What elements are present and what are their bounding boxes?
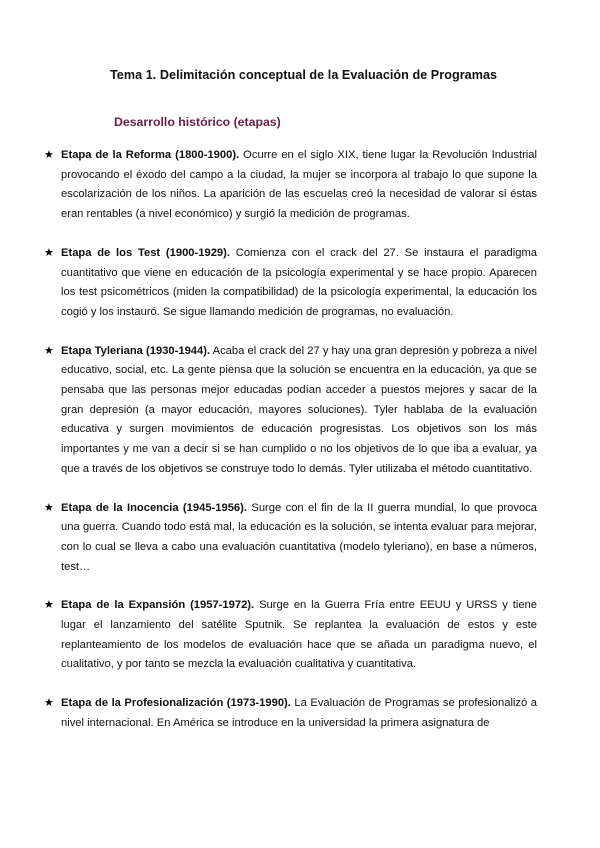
stage-text: La Evaluación de Programas se profesionalizó a nivel internacional. En América se introduce en la universidad la primera asignatura de bbox=[61, 697, 537, 729]
stage-item-inocencia bbox=[44, 499, 537, 578]
stage-item-tyleriana bbox=[44, 342, 537, 480]
section-heading: Desarrollo histórico (etapas) bbox=[114, 115, 281, 129]
stage-title: Etapa de los Test (1900-1929). bbox=[61, 246, 230, 259]
stage-title: Etapa de la Reforma (1800-1900). bbox=[61, 149, 240, 161]
star-icon: ★ bbox=[44, 344, 54, 357]
stage-title: Etapa de la Expansión (1957-1972). bbox=[61, 599, 255, 612]
stage-text: Acaba el crack del 27 y hay una gran depresión y pobreza a nivel educativo, social, etc. La gente piensa que la solución se encuentra en la educación, ya que se pensaba que las personas mejor educadas podían acceder a puestos mejores y sacar de la gran depresión (a mayor educación, mayores soluciones). Tyler hablaba de la evaluación educativa y surgen movimientos de educación progresistas. Los objetivos son los más importantes y me van a decir si se han cumplido o no los objetivos de lo que iba a evaluar, ya que a través de los objetivos se construye todo lo demás. Tyler utilizaba el método cuantitativo. bbox=[61, 344, 537, 475]
stage-text: Surge en la Guerra Fría entre EEUU y URSS y tiene lugar el lanzamiento del satélite Sputnik. Se replantea la evaluación de estos y este replanteamiento de los modelos de evaluación hace que se añada un paradigma nuevo, el cualitativo, y por tanto se mezcla la evaluación cualitativa y cuantitativa. bbox=[61, 599, 538, 671]
star-icon: ★ bbox=[44, 246, 54, 259]
stage-text: Comienza con el crack del 27. Se instaura el paradigma cuantitativo que viene en educación de la psicología experimental y se hace propio. Aparecen los test psicométricos (miden la compatibilidad) de la psicología experimental, la educación los cogió y los instauró. Se sigue llamando medición de programas, no evaluación. bbox=[61, 246, 537, 318]
stage-item-expansion bbox=[44, 596, 537, 675]
stage-text: Surge con el fin de la II guerra mundial, lo que provoca una guerra. Cuando todo está mal, la educación es la solución, se intenta evaluar para mejorar, con lo cual se lleva a cabo una evaluación cuantitativa (modelo tyleriano), en base a números, test… bbox=[61, 501, 538, 573]
stage-title: Etapa de la Profesionalización (1973-1990). bbox=[61, 697, 291, 710]
star-icon: ★ bbox=[44, 697, 54, 710]
star-icon: ★ bbox=[44, 149, 54, 161]
star-icon: ★ bbox=[44, 501, 54, 514]
star-icon: ★ bbox=[44, 599, 54, 612]
stage-item-reforma bbox=[44, 146, 537, 225]
stage-title: Etapa de la Inocencia (1945-1956). bbox=[61, 501, 247, 514]
stage-title: Etapa Tyleriana (1930-1944). bbox=[61, 344, 211, 357]
stage-item-profesionalizacion bbox=[44, 694, 537, 733]
stage-list bbox=[44, 146, 538, 734]
stage-text: Ocurre en el siglo XIX, tiene lugar la Revolución Industrial provocando el éxodo del campo a la ciudad, la mujer se incorpora al trabajo lo que supone la escolarización de los niños. La aparición de las escuelas creó la necesidad de valorar si éstas eran rentables (a nivel económico) y surgió la medición de programas. bbox=[61, 149, 537, 221]
page-title: Tema 1. Delimitación conceptual de la Evaluación de Programas bbox=[110, 68, 498, 82]
stage-item-test bbox=[44, 244, 537, 323]
